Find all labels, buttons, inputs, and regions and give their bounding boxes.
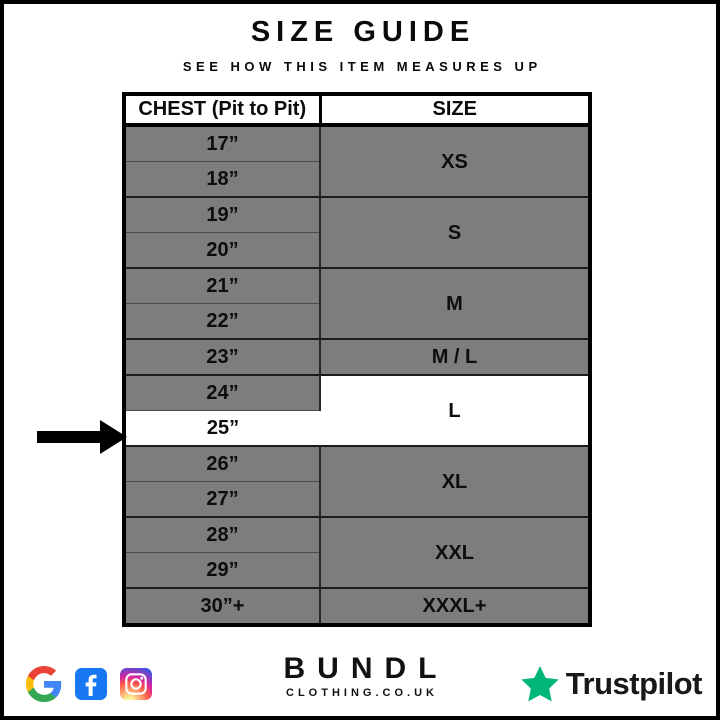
size-table-wrap xyxy=(122,92,592,627)
size-cell: M / L xyxy=(320,339,590,375)
trustpilot-star-icon xyxy=(520,664,560,704)
highlight-arrow-icon xyxy=(37,420,127,454)
chest-cell: 24” xyxy=(124,375,320,411)
chest-cell: 18” xyxy=(124,162,320,198)
table-header-row xyxy=(124,94,590,125)
trustpilot-label: Trustpilot xyxy=(565,666,702,701)
chest-cell: 27” xyxy=(124,482,320,518)
page-title: SIZE GUIDE xyxy=(250,16,476,48)
size-cell: XXL xyxy=(320,517,590,588)
trustpilot-logo[interactable] xyxy=(520,664,702,704)
chest-cell: 29” xyxy=(124,553,320,589)
table-row xyxy=(124,446,590,482)
size-table xyxy=(122,92,592,627)
table-row xyxy=(124,339,590,375)
size-cell: XL xyxy=(320,446,590,517)
table-row xyxy=(124,125,590,162)
table-row xyxy=(124,588,590,625)
chest-cell: 20” xyxy=(124,233,320,269)
chest-cell: 22” xyxy=(124,304,320,340)
size-cell: L xyxy=(320,375,590,446)
chest-column-header: CHEST (Pit to Pit) xyxy=(124,94,320,125)
chest-cell: 30”+ xyxy=(124,588,320,625)
chest-cell: 26” xyxy=(124,446,320,482)
chest-cell: 28” xyxy=(124,517,320,553)
page-subtitle: SEE HOW THIS ITEM MEASURES UP xyxy=(182,59,542,74)
brand-name: BUNDL xyxy=(283,652,449,685)
chest-cell: 17” xyxy=(124,125,320,162)
size-cell: XXXL+ xyxy=(320,588,590,625)
size-cell: XS xyxy=(320,125,590,197)
table-row xyxy=(124,375,590,411)
chest-cell: 23” xyxy=(124,339,320,375)
chest-cell: 19” xyxy=(124,197,320,233)
chest-cell: 25” xyxy=(124,411,320,447)
table-row xyxy=(124,197,590,233)
brand-domain: CLOTHING.CO.UK xyxy=(286,687,438,699)
size-cell: M xyxy=(320,268,590,339)
table-row xyxy=(124,517,590,553)
chest-cell: 21” xyxy=(124,268,320,304)
size-cell: S xyxy=(320,197,590,268)
table-row xyxy=(124,268,590,304)
size-column-header: SIZE xyxy=(320,94,590,125)
size-table-body xyxy=(124,125,590,625)
